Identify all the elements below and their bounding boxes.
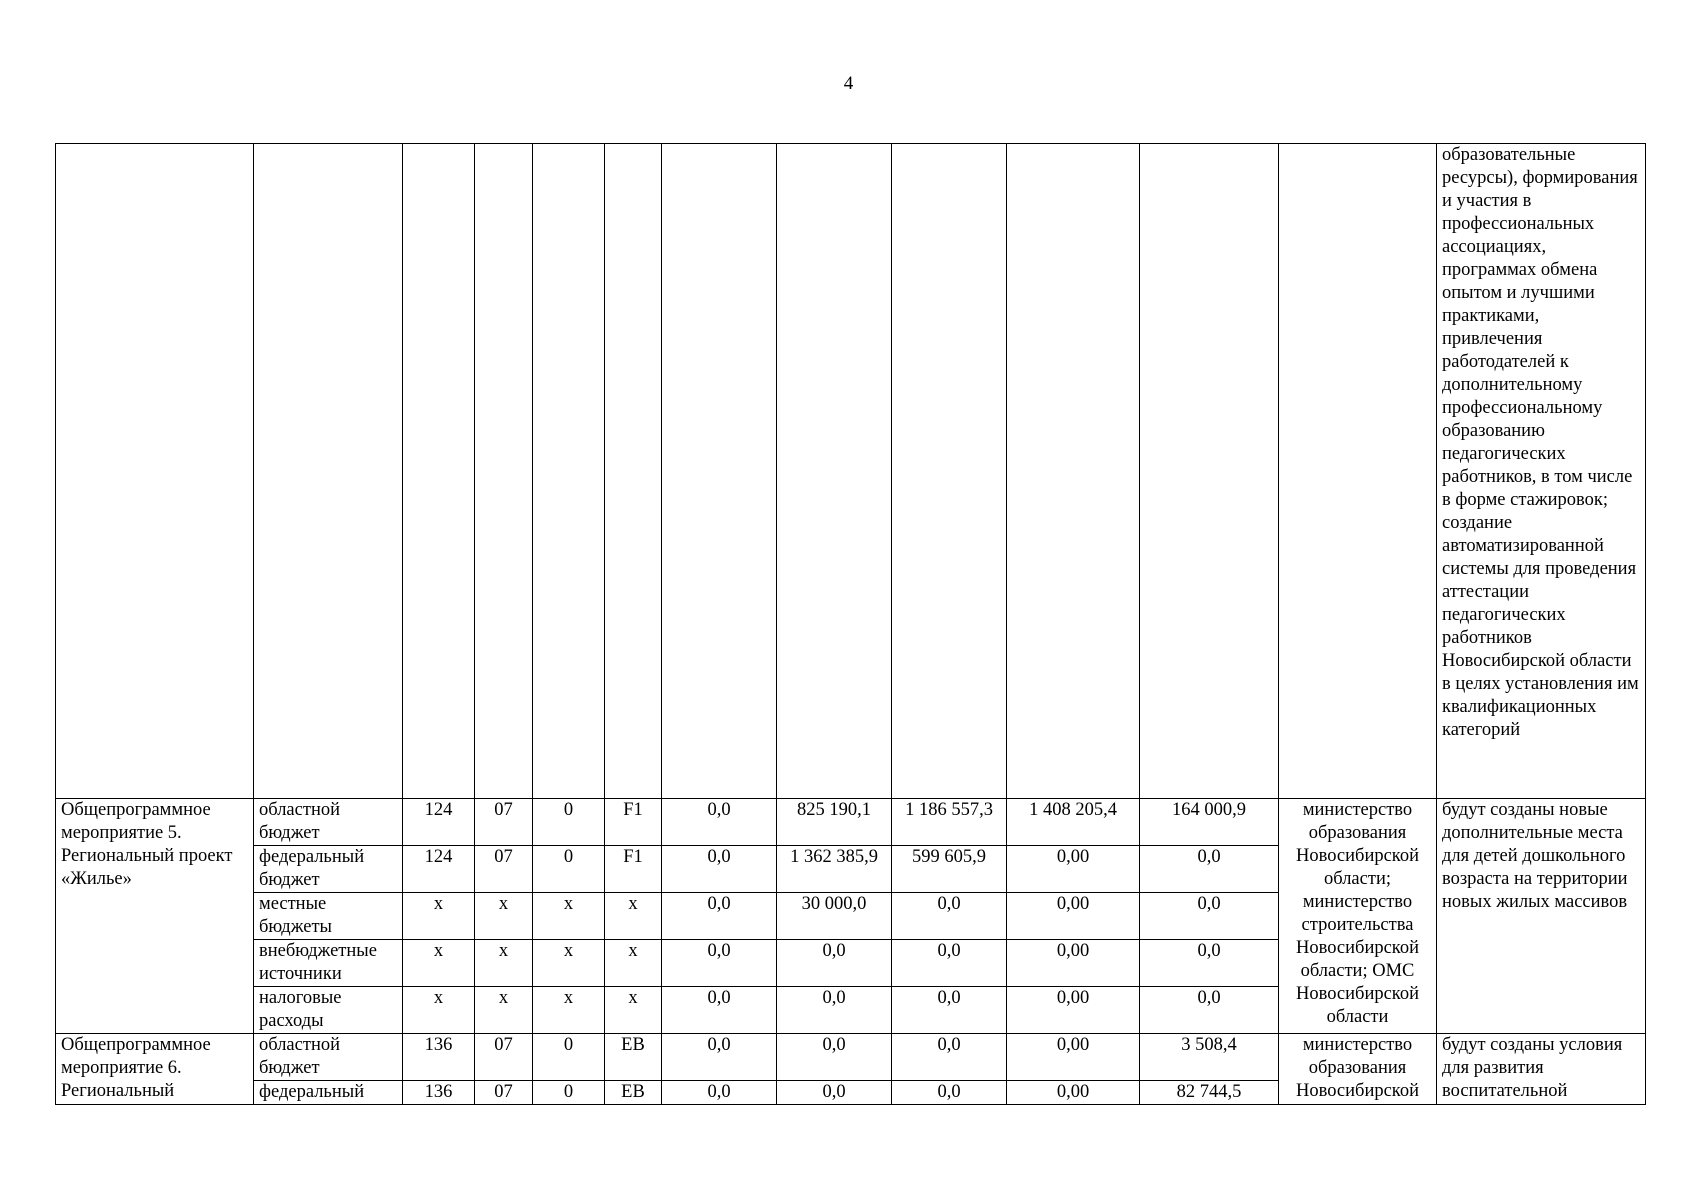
funding-source: местные бюджеты [254,893,403,940]
funding-source: областной бюджет [254,799,403,846]
year-2-value: 0,0 [777,987,892,1034]
vr-code: 0 [533,1081,605,1105]
grbs-code: 124 [403,799,475,846]
empty-cell [892,144,1007,799]
empty-cell [403,144,475,799]
year-2-value: 0,0 [777,1034,892,1081]
funding-source: внебюджетные источники [254,940,403,987]
year-5-value: 164 000,9 [1140,799,1279,846]
year-1-value: 0,0 [662,1034,777,1081]
empty-cell [254,144,403,799]
empty-cell [662,144,777,799]
rzpr-code: 07 [475,846,533,893]
year-3-value: 0,0 [892,893,1007,940]
expected-result: будут созданы новые дополнительные места для детей дошкольного возраста на территории новых жилых массивов [1437,799,1646,1034]
csr-code: х [605,987,662,1034]
vr-code: 0 [533,799,605,846]
empty-cell [533,144,605,799]
year-4-value: 0,00 [1007,940,1140,987]
year-4-value: 0,00 [1007,893,1140,940]
table-row [56,144,1646,799]
year-4-value: 0,00 [1007,846,1140,893]
rzpr-code: х [475,893,533,940]
executor: министерство образования Новосибирской области; министерство строительства Новосибирской области; ОМС Новосибирской области [1279,799,1437,1034]
empty-cell [605,144,662,799]
year-1-value: 0,0 [662,940,777,987]
rzpr-code: х [475,940,533,987]
year-2-value: 825 190,1 [777,799,892,846]
funding-source: областной бюджет [254,1034,403,1081]
csr-code: ЕВ [605,1081,662,1105]
empty-cell [56,144,254,799]
grbs-code: 136 [403,1081,475,1105]
year-3-value: 0,0 [892,987,1007,1034]
year-5-value: 0,0 [1140,893,1279,940]
year-3-value: 0,0 [892,1034,1007,1081]
csr-code: х [605,940,662,987]
year-4-value: 1 408 205,4 [1007,799,1140,846]
year-1-value: 0,0 [662,1081,777,1105]
year-4-value: 0,00 [1007,1034,1140,1081]
year-1-value: 0,0 [662,799,777,846]
year-5-value: 82 744,5 [1140,1081,1279,1105]
rzpr-code: 07 [475,1034,533,1081]
funding-source: федеральный [254,1081,403,1105]
empty-cell [1140,144,1279,799]
year-2-value: 0,0 [777,1081,892,1105]
year-1-value: 0,0 [662,893,777,940]
vr-code: х [533,893,605,940]
year-1-value: 0,0 [662,846,777,893]
year-2-value: 1 362 385,9 [777,846,892,893]
expected-result: будут созданы условия для развития воспитательной [1437,1034,1646,1105]
year-5-value: 0,0 [1140,846,1279,893]
year-3-value: 1 186 557,3 [892,799,1007,846]
executor: министерство образования Новосибирской [1279,1034,1437,1105]
grbs-code: х [403,893,475,940]
grbs-code: 136 [403,1034,475,1081]
csr-code: х [605,893,662,940]
funding-source: налоговые расходы [254,987,403,1034]
year-3-value: 599 605,9 [892,846,1007,893]
csr-code: F1 [605,799,662,846]
vr-code: 0 [533,846,605,893]
csr-code: F1 [605,846,662,893]
year-1-value: 0,0 [662,987,777,1034]
rzpr-code: х [475,987,533,1034]
year-5-value: 0,0 [1140,940,1279,987]
vr-code: 0 [533,1034,605,1081]
year-3-value: 0,0 [892,1081,1007,1105]
year-3-value: 0,0 [892,940,1007,987]
vr-code: х [533,987,605,1034]
year-2-value: 30 000,0 [777,893,892,940]
year-5-value: 0,0 [1140,987,1279,1034]
table-row [56,799,1646,846]
budget-table [55,143,1646,1105]
empty-cell [475,144,533,799]
empty-cell [1007,144,1140,799]
measure-name: Общепрограммное мероприятие 6. Региональный [56,1034,254,1105]
vr-code: х [533,940,605,987]
rzpr-code: 07 [475,1081,533,1105]
page-number: 4 [843,73,854,94]
year-4-value: 0,00 [1007,1081,1140,1105]
year-2-value: 0,0 [777,940,892,987]
csr-code: ЕВ [605,1034,662,1081]
grbs-code: х [403,987,475,1034]
grbs-code: 124 [403,846,475,893]
measure-name: Общепрограммное мероприятие 5. Региональный проект «Жилье» [56,799,254,1034]
year-4-value: 0,00 [1007,987,1140,1034]
rzpr-code: 07 [475,799,533,846]
empty-cell [1279,144,1437,799]
year-5-value: 3 508,4 [1140,1034,1279,1081]
table-row [56,1034,1646,1081]
empty-cell [777,144,892,799]
funding-source: федеральный бюджет [254,846,403,893]
grbs-code: х [403,940,475,987]
result-continuation: образовательные ресурсы), формирования и участия в профессиональных ассоциациях, программах обмена опытом и лучшими практиками, привлечения работодателей к дополнительному профессиональному образованию педагогических работников, в том числе в форме стажировок; создание автоматизированной системы для проведения аттестации педагогических работников Новосибирской области в целях установления им квалификационных категорий [1437,144,1646,799]
